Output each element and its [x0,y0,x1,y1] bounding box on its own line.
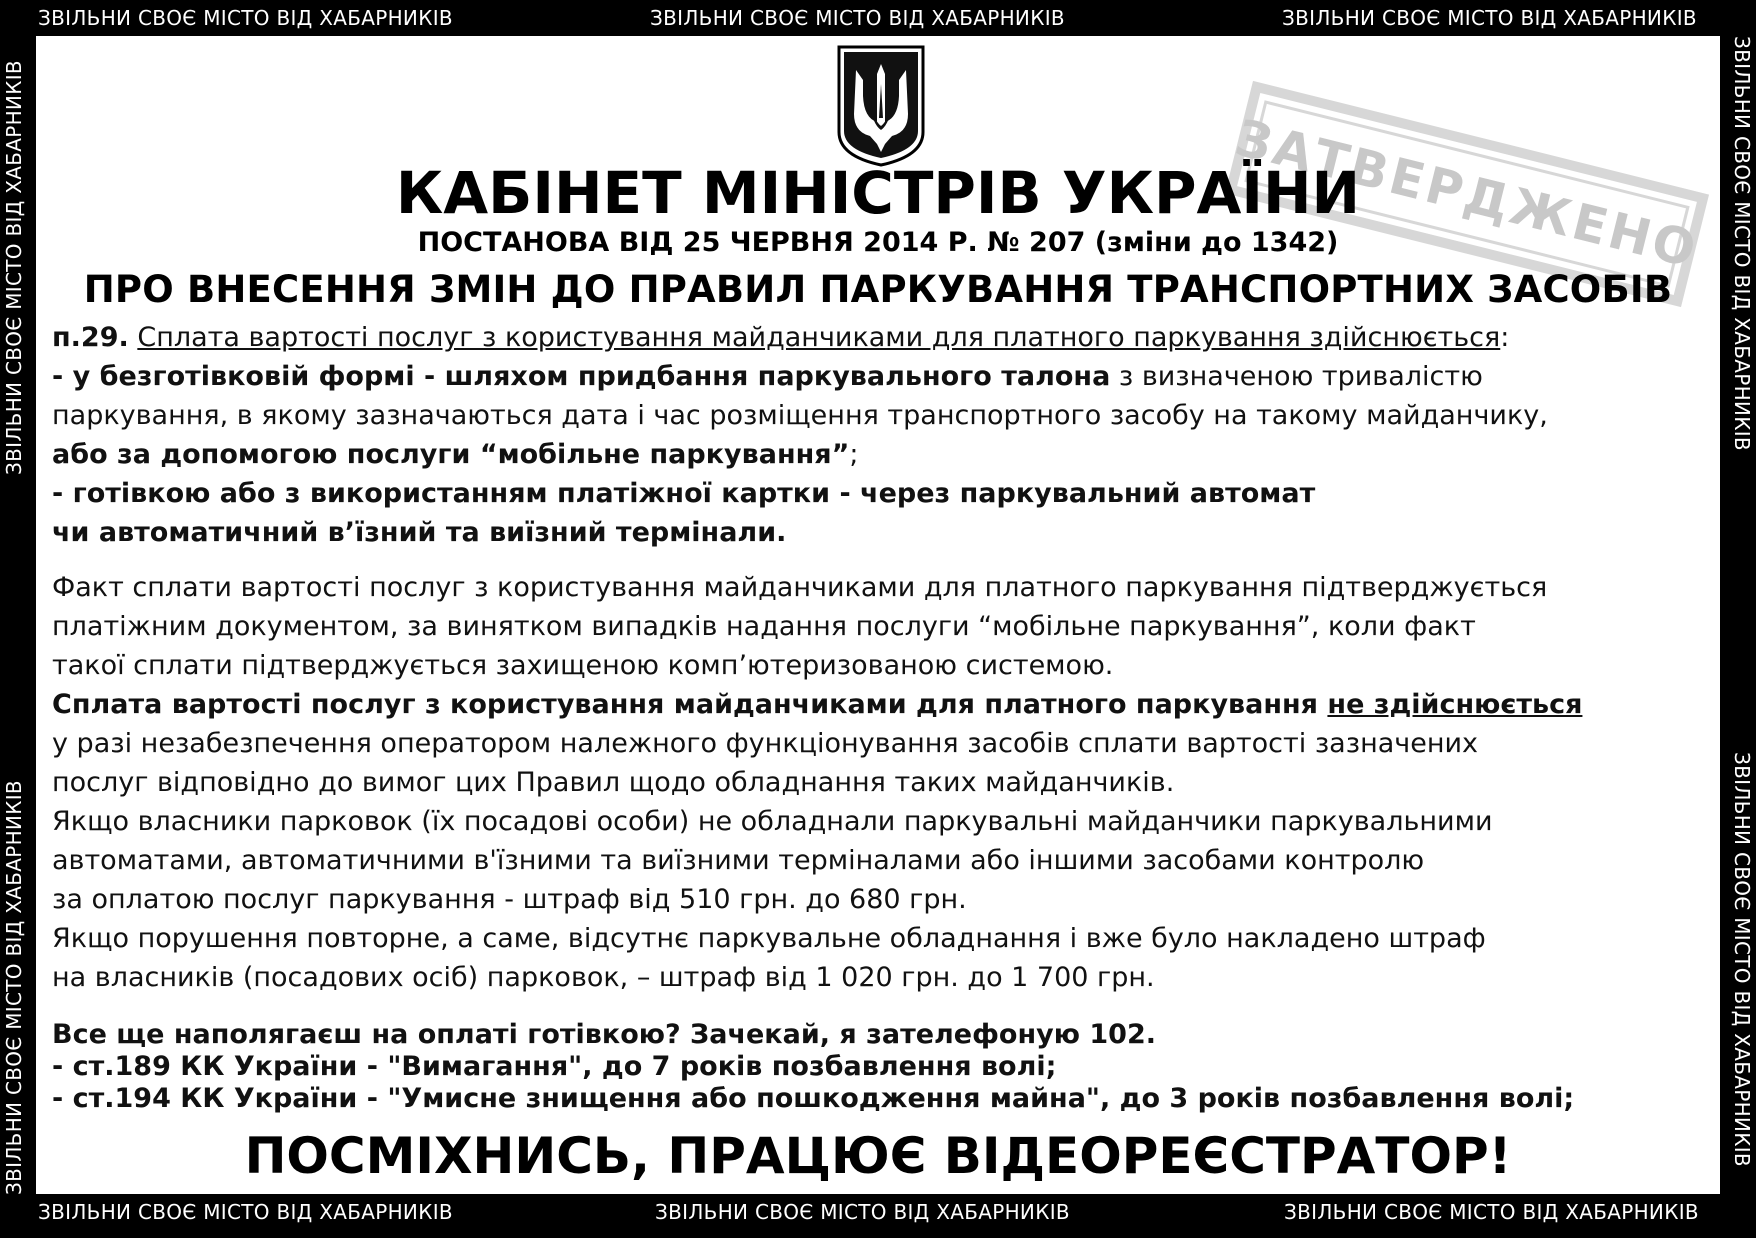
frame-slogan-right-upper: ЗВІЛЬНИ СВОЄ МІСТО ВІД ХАБАРНИКІВ [1730,36,1754,451]
approved-stamp: ЗАТВЕРДЖЕНО [1225,81,1709,307]
frame-slogan-right-lower: ЗВІЛЬНИ СВОЄ МІСТО ВІД ХАБАРНИКІВ [1730,752,1754,1167]
frame-slogan-top-center: ЗВІЛЬНИ СВОЄ МІСТО ВІД ХАБАРНИКІВ [650,6,1065,30]
clause-line-6: чи автоматичний в’їзний та виїзний термінали. [52,517,787,548]
frame-slogan-bottom-center: ЗВІЛЬНИ СВОЄ МІСТО ВІД ХАБАРНИКІВ [655,1200,1070,1224]
warning-line-3: - ст.194 КК України - "Умисне знищення або пошкодження майна", до 3 років позбавлення волі; [52,1083,1575,1114]
para-line-11: на власників (посадових осіб) парковок, – штраф від 1 020 грн. до 1 700 грн. [52,962,1155,993]
frame-slogan-bottom-left: ЗВІЛЬНИ СВОЄ МІСТО ВІД ХАБАРНИКІВ [38,1200,453,1224]
frame-slogan-top-right: ЗВІЛЬНИ СВОЄ МІСТО ВІД ХАБАРНИКІВ [1282,6,1697,30]
para-line-4: Сплата вартості послуг з користування майданчиками для платного паркування не здійснюється [52,689,1583,720]
document-body [52,318,1712,1115]
warning-line-1: Все ще наполягаєш на оплаті готівкою? Зачекай, я зателефоную 102. [52,1019,1156,1050]
para-line-5: у разі незабезпечення оператором належного функціонування засобів сплати вартості зазначених [52,728,1479,759]
clause-lead: п.29. Сплата вартості послуг з користування майданчиками для платного паркування здійснюється: [52,322,1510,353]
para-line-7: Якщо власники парковок (їх посадові особи) не обладнали паркувальні майданчики паркувальними [52,806,1493,837]
resolution-subject: ПРО ВНЕСЕННЯ ЗМІН ДО ПРАВИЛ ПАРКУВАННЯ ТРАНСПОРТНИХ ЗАСОБІВ [83,268,1673,311]
resolution-line: ПОСТАНОВА ВІД 25 ЧЕРВНЯ 2014 Р. № 207 (зміни до 1342) [417,227,1339,258]
para-line-6: послуг відповідно до вимог цих Правил щодо обладнання таких майданчиків. [52,767,1175,798]
para-line-1: Факт сплати вартості послуг з користування майданчиками для платного паркування підтверджується [52,572,1548,603]
frame-slogan-top-left: ЗВІЛЬНИ СВОЄ МІСТО ВІД ХАБАРНИКІВ [38,6,453,30]
clause-line-2: - у безготівковій формі - шляхом придбання паркувального талона з визначеною тривалістю [52,361,1483,392]
clause-line-3: паркування, в якому зазначаються дата і час розміщення транспортного засобу на такому майданчику, [52,400,1548,431]
frame-slogan-left-upper: ЗВІЛЬНИ СВОЄ МІСТО ВІД ХАБАРНИКІВ [2,60,26,475]
para-line-9: за оплатою послуг паркування - штраф від 510 грн. до 680 грн. [52,884,967,915]
page-title: КАБІНЕТ МІНІСТРІВ УКРАЇНИ [395,159,1361,227]
para-line-3: такої сплати підтверджується захищеною комп’ютеризованою системою. [52,650,1114,681]
warning-line-2: - ст.189 КК України - "Вимагання", до 7 років позбавлення волі; [52,1051,1057,1082]
final-slogan: ПОСМІХНИСЬ, ПРАЦЮЄ ВІДЕОРЕЄСТРАТОР! [244,1127,1512,1185]
clause-line-5: - готівкою або з використанням платіжної картки - через паркувальний автомат [52,478,1316,509]
coat-of-arms-icon [836,44,926,168]
clause-line-4: або за допомогою послуги “мобільне паркування”; [52,439,859,470]
para-line-2: платіжним документом, за винятком випадків надання послуги “мобільне паркування”, коли факт [52,611,1476,642]
document-page [36,36,1720,1194]
frame-slogan-bottom-right: ЗВІЛЬНИ СВОЄ МІСТО ВІД ХАБАРНИКІВ [1284,1200,1699,1224]
para-line-10: Якщо порушення повторне, а саме, відсутнє паркувальне обладнання і вже було накладено штраф [52,923,1486,954]
frame-slogan-left-lower: ЗВІЛЬНИ СВОЄ МІСТО ВІД ХАБАРНИКІВ [2,780,26,1195]
para-line-8: автоматами, автоматичними в'їзними та виїзними терміналами або іншими засобами контролю [52,845,1425,876]
